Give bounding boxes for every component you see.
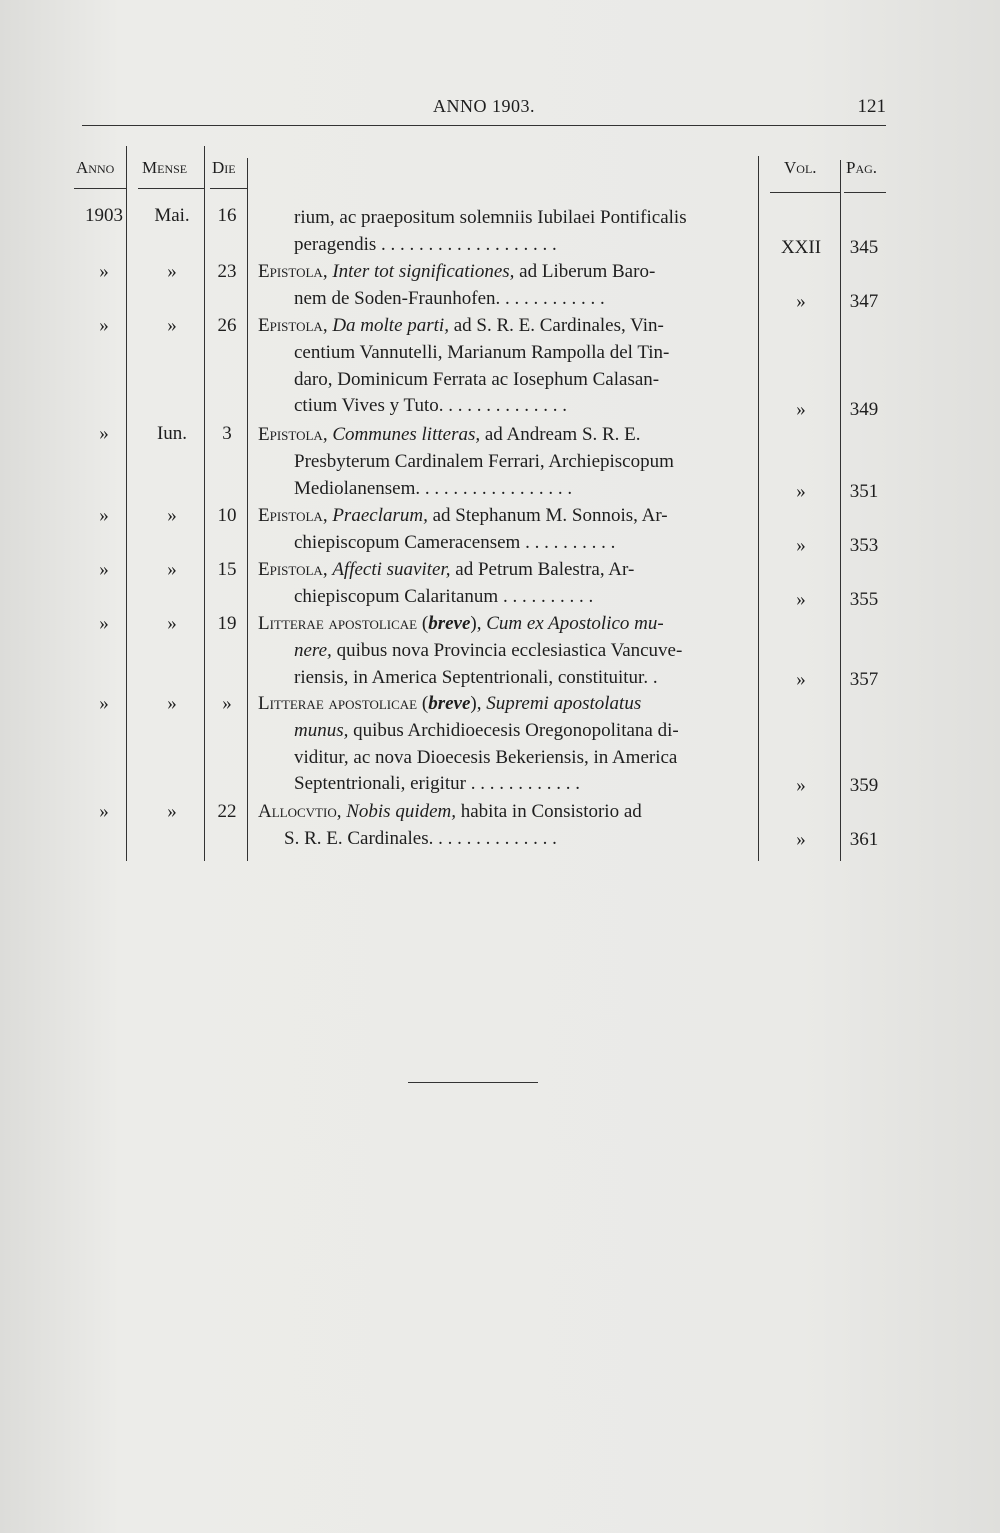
entry-line: quibus nova Provincia ecclesiastica Vancuve- [336, 639, 683, 661]
row-mense: » [167, 505, 177, 526]
heading-underline-mense [138, 188, 204, 189]
column-heading-vol: Vol. [784, 158, 817, 177]
row-pag: 361 [849, 829, 879, 850]
row-pag: 351 [849, 481, 879, 502]
document-type: Epistola, [258, 261, 328, 282]
header-rule [82, 125, 886, 126]
incipit: Inter tot significationes, [332, 261, 515, 282]
entry-line: S. R. E. Cardinales. . . . . . . . . . . . . . [284, 827, 557, 849]
entry-line: Mediolanensem. . . . . . . . . . . . . . . . . [294, 477, 573, 499]
row-pag: 359 [849, 775, 879, 796]
incipit: Cum ex Apostolico mu- [486, 613, 664, 634]
row-anno: » [99, 315, 109, 336]
column-rule-text [758, 156, 759, 861]
column-heading-pag: Pag. [846, 158, 878, 177]
entry-line: rium, ac praepositum solemniis Iubilaei Pontificalis [294, 207, 687, 228]
breve-label: breve [428, 693, 471, 714]
entry-line: ad Stephanum M. Sonnois, Ar- [432, 505, 668, 526]
row-entry-text [258, 205, 752, 259]
heading-underline-vol [770, 192, 840, 193]
row-entry-text [258, 503, 752, 557]
document-type: Litterae apostolicae [258, 693, 418, 714]
row-vol: » [796, 399, 806, 420]
row-die: 26 [217, 315, 237, 336]
page-header [82, 96, 886, 126]
row-die: » [222, 693, 232, 714]
row-vol: » [796, 535, 806, 556]
row-anno: » [99, 693, 109, 714]
row-vol: » [796, 481, 806, 502]
incipit: Affecti suaviter, [332, 559, 451, 580]
row-die: 3 [222, 423, 232, 444]
row-entry-text [258, 799, 752, 853]
document-type: Allocvtio, [258, 801, 342, 822]
row-anno: » [99, 801, 109, 822]
column-heading-die: Die [212, 158, 236, 177]
row-die: 23 [217, 261, 237, 282]
entry-line: riensis, in America Septentrionali, constituitur. . [294, 666, 658, 688]
incipit: Supremi apostolatus [486, 693, 642, 714]
entry-line: ad S. R. E. Cardinales, Vin- [453, 315, 664, 336]
entry-line: ad Andream S. R. E. [484, 424, 641, 445]
row-pag: 349 [849, 399, 879, 420]
row-pag: 345 [849, 237, 879, 258]
column-heading-mense: Mense [142, 158, 188, 177]
heading-underline-pag [844, 192, 886, 193]
row-pag: 357 [849, 669, 879, 690]
row-die: 15 [217, 559, 237, 580]
row-mense: » [167, 315, 177, 336]
row-mense: Mai. [154, 205, 190, 226]
entry-line: viditur, ac nova Dioecesis Bekeriensis, in America [294, 746, 678, 768]
closing-rule [408, 1082, 538, 1083]
row-vol: » [796, 669, 806, 690]
document-type: Epistola, [258, 424, 328, 445]
row-anno: » [99, 261, 109, 282]
breve-label: breve [428, 613, 471, 634]
heading-underline-die [210, 188, 247, 189]
row-vol: » [796, 291, 806, 312]
row-anno: » [99, 559, 109, 580]
entry-line: ad Petrum Balestra, Ar- [455, 559, 635, 580]
row-entry-text [258, 259, 752, 313]
entry-line: ad Liberum Baro- [519, 261, 656, 282]
heading-underline-anno [74, 188, 126, 189]
row-die: 22 [217, 801, 237, 822]
incipit: Da molte parti, [332, 315, 449, 336]
entry-line: nem de Soden-Fraunhofen. . . . . . . . . . . . [294, 287, 605, 309]
row-vol: XXII [780, 237, 822, 258]
incipit: Nobis quidem, [346, 801, 456, 822]
row-mense: Iun. [156, 423, 188, 444]
row-mense: » [167, 261, 177, 282]
document-type: Litterae apostolicae [258, 613, 418, 634]
incipit: Communes litteras, [332, 424, 481, 445]
column-heading-anno: Anno [76, 158, 115, 177]
document-type: Epistola, [258, 505, 328, 526]
document-type: Epistola, [258, 559, 328, 580]
row-pag: 347 [849, 291, 879, 312]
entry-line: peragendis . . . . . . . . . . . . . . . . . . . [294, 233, 557, 255]
entry-line: daro, Dominicum Ferrata ac Iosephum Calasan- [294, 368, 660, 390]
row-mense: » [167, 801, 177, 822]
row-pag: 355 [849, 589, 879, 610]
row-anno: 1903 [85, 205, 123, 226]
entry-line: Presbyterum Cardinalem Ferrari, Archiepiscopum [294, 450, 674, 472]
column-rule-vol [840, 160, 841, 861]
row-mense: » [167, 559, 177, 580]
entry-line: chiepiscopum Cameracensem . . . . . . . . . . [294, 531, 616, 553]
entry-line: quibus Archidioecesis Oregonopolitana di- [353, 719, 679, 741]
row-mense: » [167, 693, 177, 714]
row-vol: » [796, 829, 806, 850]
row-vol: » [796, 589, 806, 610]
row-entry-text [258, 313, 752, 420]
row-vol: » [796, 775, 806, 796]
entry-line: chiepiscopum Calaritanum . . . . . . . . . . [294, 585, 594, 607]
row-entry-text: Litterae apostolicae (breve), Supremi apostolatus munus, quibus Archidioecesis Oregonopolitana di- viditur, ac nova Dioecesis Bekeriensis, in America Septentrionali, erigitur . . . . . . . . . . . . [258, 691, 752, 798]
incipit-continuation: munus, [294, 719, 349, 741]
row-mense: » [167, 613, 177, 634]
row-pag: 353 [849, 535, 879, 556]
row-anno: » [99, 505, 109, 526]
row-anno: » [99, 423, 109, 444]
row-entry-text: Litterae apostolicae (breve), Cum ex Apostolico mu- nere, quibus nova Provincia ecclesiastica Vancuve- riensis, in America Septentrionali, constituitur. . [258, 611, 752, 691]
incipit: Praeclarum, [332, 505, 428, 526]
document-type: Epistola, [258, 315, 328, 336]
entry-line: centium Vannutelli, Marianum Rampolla del Tin- [294, 341, 670, 363]
entry-line: Septentrionali, erigitur . . . . . . . . . . . . [294, 773, 581, 795]
entry-line: ctium Vives y Tuto. . . . . . . . . . . . . . [294, 395, 567, 417]
row-die: 16 [217, 205, 237, 226]
row-entry-text [258, 422, 752, 502]
row-die: 10 [217, 505, 237, 526]
page-number: 121 [857, 96, 886, 117]
entry-line: habita in Consistorio ad [460, 801, 642, 822]
row-entry-text [258, 557, 752, 611]
column-rule-die [247, 158, 248, 861]
row-anno: » [99, 613, 109, 634]
row-die: 19 [217, 613, 237, 634]
incipit-continuation: nere, [294, 639, 332, 661]
running-title: ANNO 1903. [433, 96, 535, 116]
